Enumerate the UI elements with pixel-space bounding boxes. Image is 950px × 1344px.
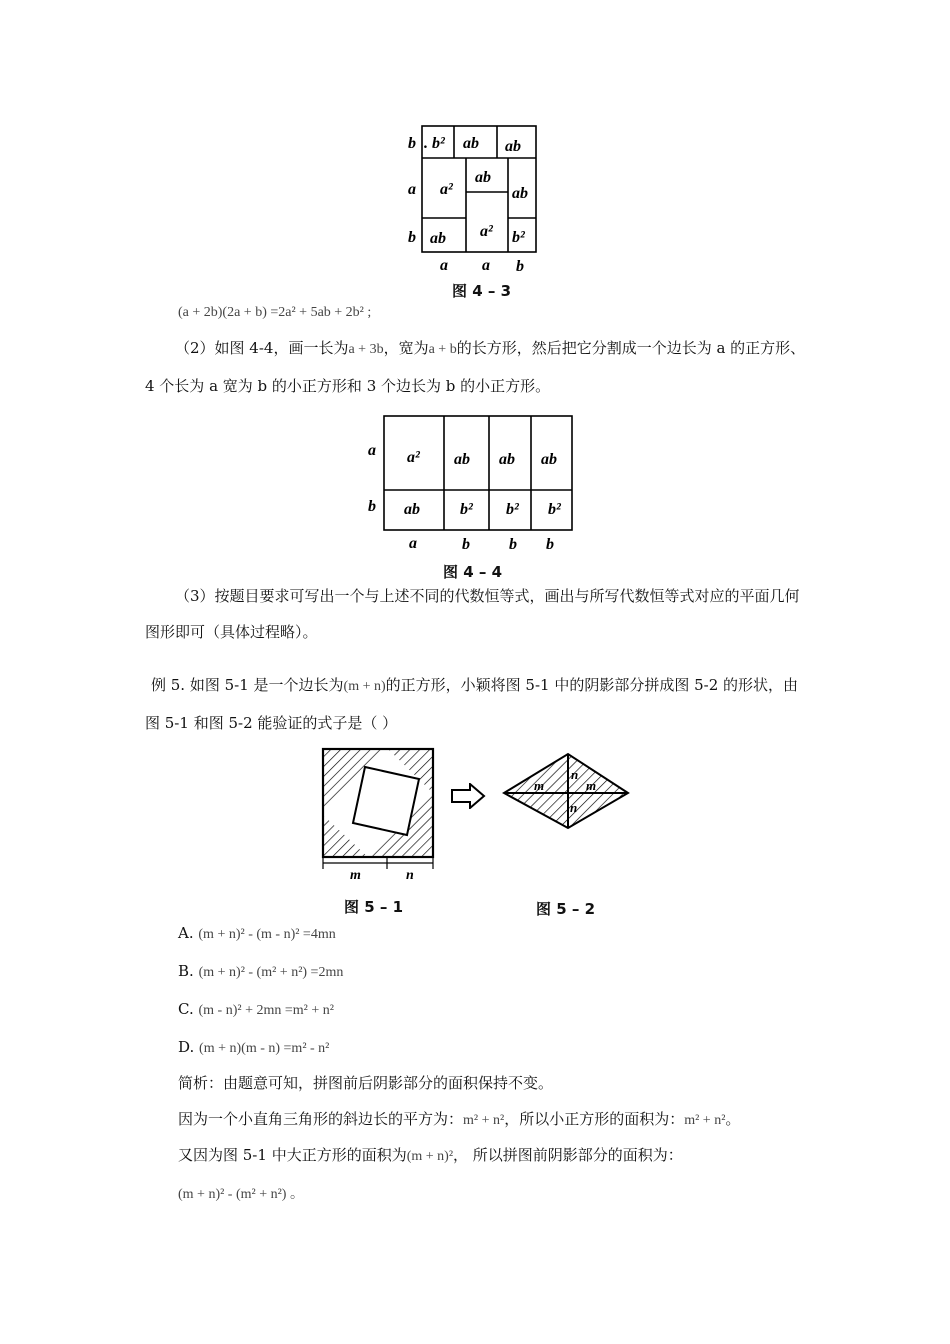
figure-5-1 bbox=[315, 745, 440, 885]
fig43-cell: ab bbox=[505, 138, 521, 155]
figure-4-4 bbox=[362, 410, 582, 560]
analysis-text: 。 bbox=[725, 1110, 741, 1128]
fig51-label-n: n bbox=[406, 868, 414, 883]
fig43-row-label: b bbox=[408, 135, 416, 152]
option-text: (m + n)² - (m² + n²) =2mn bbox=[198, 965, 344, 980]
analysis-line-1: 简析：由题意可知，拼图前后阴影部分的面积保持不变。 bbox=[178, 1074, 554, 1092]
fig43-cell: a² bbox=[480, 223, 493, 240]
analysis-line-2 bbox=[178, 1110, 740, 1130]
fig43-col-label: b bbox=[516, 258, 524, 275]
fig43-cell: . b² bbox=[424, 135, 445, 152]
analysis-text: ， 所以拼图前阴影部分的面积为： bbox=[453, 1146, 683, 1164]
para2-width: a + b bbox=[428, 342, 457, 357]
para2-mid: ，宽为 bbox=[383, 339, 429, 357]
fig44-row-label: b bbox=[368, 498, 376, 515]
fig43-cell: ab bbox=[512, 185, 528, 202]
para2-prefix: （2）如图 4-4，画一长为 bbox=[175, 339, 349, 357]
analysis-line-3 bbox=[178, 1146, 683, 1166]
analysis-line-4: (m + n)² - (m² + n²) 。 bbox=[178, 1187, 304, 1202]
fig44-cell: b² bbox=[460, 501, 473, 518]
option-text: (m + n)² - (m - n)² =4mn bbox=[198, 927, 336, 942]
figure-4-3 bbox=[400, 118, 550, 278]
paragraph-3: （3）按题目要求可写出一个与上述不同的代数恒等式，画出与所写代数恒等式对应的平面几何图形即可（具体过程略）。 bbox=[145, 587, 800, 641]
fig44-cell: ab bbox=[404, 501, 420, 518]
option-label: B. bbox=[178, 962, 194, 980]
analysis-text: ，所以小正方形的面积为： bbox=[504, 1110, 685, 1128]
analysis-math: (m + n)² bbox=[406, 1149, 454, 1164]
fig52-label: m bbox=[586, 778, 597, 793]
option-label: D. bbox=[178, 1038, 195, 1056]
fig43-cell: b² bbox=[512, 229, 525, 246]
analysis-text: 因为一个小直角三角形的斜边长的平方为： bbox=[178, 1110, 464, 1128]
fig44-cell: b² bbox=[548, 501, 561, 518]
fig44-col-label: b bbox=[509, 536, 517, 553]
fig44-row-label: a bbox=[368, 442, 376, 459]
para2-length: a + 3b bbox=[348, 342, 384, 357]
fig51-label-m: m bbox=[350, 868, 361, 883]
option-label: A. bbox=[178, 924, 194, 942]
fig52-caption: 图 5 – 2 bbox=[536, 900, 596, 918]
option-b bbox=[178, 962, 343, 982]
fig43-row-label: a bbox=[408, 181, 416, 198]
fig44-col-label: b bbox=[546, 536, 554, 553]
para2-suffix: 的长方形，然后把它分割成一个边长为 a 的正方形、4 个长为 a 宽为 b 的小正方形和 3 个边长为 b 的小正方形。 bbox=[145, 339, 806, 395]
fig52-label: m bbox=[534, 778, 545, 793]
fig52-label: n bbox=[570, 800, 578, 815]
analysis-text: 又因为图 5-1 中大正方形的面积为 bbox=[178, 1146, 407, 1164]
fig43-caption: 图 4 – 3 bbox=[452, 282, 512, 300]
option-a bbox=[178, 924, 336, 944]
example5-side: (m + n) bbox=[343, 679, 386, 694]
fig52-label: n bbox=[571, 767, 579, 782]
fig43-cell: ab bbox=[463, 135, 479, 152]
fig43-col-label: a bbox=[482, 257, 490, 274]
paragraph-2 bbox=[145, 330, 810, 404]
fig44-caption: 图 4 – 4 bbox=[443, 563, 503, 581]
fig44-cell: b² bbox=[506, 501, 519, 518]
fig43-cell: ab bbox=[475, 169, 491, 186]
fig43-cell: ab bbox=[430, 230, 446, 247]
example-5 bbox=[145, 667, 810, 741]
fig43-row-label: b bbox=[408, 229, 416, 246]
option-c bbox=[178, 1000, 334, 1020]
fig44-col-label: a bbox=[409, 535, 417, 552]
fig43-cell: a² bbox=[440, 181, 453, 198]
option-d bbox=[178, 1038, 329, 1058]
example5-suffix: 的正方形，小颖将图 5-1 中的阴影部分拼成图 5-2 的形状，由图 5-1 和图 5-2 能验证的式子是（ ） bbox=[145, 676, 799, 732]
equation-4-3: (a + 2b)(2a + b) =2a² + 5ab + 2b² ; bbox=[178, 305, 372, 320]
fig44-cell: a² bbox=[407, 449, 420, 466]
fig51-caption: 图 5 – 1 bbox=[344, 898, 404, 916]
option-text: (m + n)(m - n) =m² - n² bbox=[199, 1041, 330, 1056]
figure-5-2 bbox=[498, 750, 633, 832]
right-arrow-icon bbox=[450, 783, 486, 809]
fig44-cell: ab bbox=[454, 451, 470, 468]
example5-prefix: 例 5. 如图 5-1 是一个边长为 bbox=[151, 676, 344, 694]
fig44-cell: ab bbox=[499, 451, 515, 468]
fig43-col-label: a bbox=[440, 257, 448, 274]
option-label: C. bbox=[178, 1000, 194, 1018]
fig44-cell: ab bbox=[541, 451, 557, 468]
fig44-col-label: b bbox=[462, 536, 470, 553]
analysis-math: m² + n² bbox=[463, 1113, 505, 1128]
option-text: (m - n)² + 2mn =m² + n² bbox=[198, 1003, 334, 1018]
analysis-math: m² + n² bbox=[684, 1113, 726, 1128]
